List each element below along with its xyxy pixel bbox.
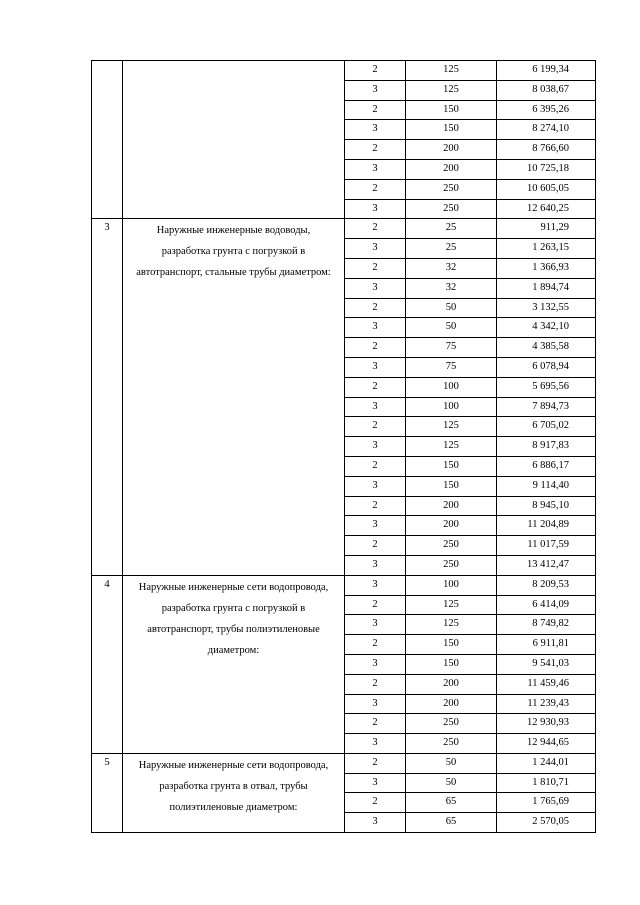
diameter-cell: 125 bbox=[406, 595, 497, 615]
category-cell: 3 bbox=[345, 654, 406, 674]
category-cell: 3 bbox=[345, 159, 406, 179]
diameter-cell: 32 bbox=[406, 258, 497, 278]
category-cell: 3 bbox=[345, 516, 406, 536]
category-cell: 2 bbox=[345, 258, 406, 278]
price-cell: 8 038,67 bbox=[497, 80, 596, 100]
diameter-cell: 250 bbox=[406, 199, 497, 219]
price-cell: 1 244,01 bbox=[497, 753, 596, 773]
category-cell: 3 bbox=[345, 773, 406, 793]
category-cell: 3 bbox=[345, 555, 406, 575]
diameter-cell: 75 bbox=[406, 338, 497, 358]
price-cell: 911,29 bbox=[497, 219, 596, 239]
diameter-cell: 125 bbox=[406, 61, 497, 81]
price-table bbox=[91, 60, 596, 833]
price-cell: 1 765,69 bbox=[497, 793, 596, 813]
category-cell: 2 bbox=[345, 753, 406, 773]
diameter-cell: 25 bbox=[406, 219, 497, 239]
diameter-cell: 150 bbox=[406, 635, 497, 655]
price-cell: 11 204,89 bbox=[497, 516, 596, 536]
diameter-cell: 100 bbox=[406, 397, 497, 417]
item-number-cell: 5 bbox=[92, 753, 123, 832]
diameter-cell: 50 bbox=[406, 318, 497, 338]
category-cell: 2 bbox=[345, 417, 406, 437]
diameter-cell: 250 bbox=[406, 734, 497, 754]
price-cell: 11 017,59 bbox=[497, 536, 596, 556]
diameter-cell: 100 bbox=[406, 377, 497, 397]
diameter-cell: 50 bbox=[406, 753, 497, 773]
diameter-cell: 65 bbox=[406, 813, 497, 833]
price-cell: 10 725,18 bbox=[497, 159, 596, 179]
price-cell: 8 917,83 bbox=[497, 437, 596, 457]
price-cell: 11 239,43 bbox=[497, 694, 596, 714]
item-description-cell: Наружные инженерные водоводы, разработка грунта с погрузкой в автотранспорт, стальные трубы диаметром: bbox=[123, 219, 345, 575]
table-row bbox=[92, 753, 596, 773]
item-number-cell: 4 bbox=[92, 575, 123, 753]
category-cell: 2 bbox=[345, 377, 406, 397]
diameter-cell: 65 bbox=[406, 793, 497, 813]
price-cell: 1 366,93 bbox=[497, 258, 596, 278]
diameter-cell: 200 bbox=[406, 516, 497, 536]
diameter-cell: 250 bbox=[406, 536, 497, 556]
diameter-cell: 32 bbox=[406, 278, 497, 298]
price-cell: 1 810,71 bbox=[497, 773, 596, 793]
category-cell: 2 bbox=[345, 140, 406, 160]
category-cell: 2 bbox=[345, 536, 406, 556]
diameter-cell: 250 bbox=[406, 714, 497, 734]
price-table-body bbox=[92, 61, 596, 833]
price-cell: 6 911,81 bbox=[497, 635, 596, 655]
category-cell: 2 bbox=[345, 219, 406, 239]
category-cell: 3 bbox=[345, 120, 406, 140]
category-cell: 2 bbox=[345, 674, 406, 694]
category-cell: 3 bbox=[345, 694, 406, 714]
price-cell: 8 749,82 bbox=[497, 615, 596, 635]
diameter-cell: 150 bbox=[406, 654, 497, 674]
category-cell: 2 bbox=[345, 61, 406, 81]
category-cell: 3 bbox=[345, 239, 406, 259]
price-cell: 8 766,60 bbox=[497, 140, 596, 160]
price-cell: 1 263,15 bbox=[497, 239, 596, 259]
category-cell: 2 bbox=[345, 298, 406, 318]
price-cell: 12 640,25 bbox=[497, 199, 596, 219]
price-cell: 4 342,10 bbox=[497, 318, 596, 338]
item-number-cell bbox=[92, 61, 123, 219]
category-cell: 2 bbox=[345, 179, 406, 199]
category-cell: 2 bbox=[345, 456, 406, 476]
category-cell: 3 bbox=[345, 199, 406, 219]
price-cell: 6 395,26 bbox=[497, 100, 596, 120]
category-cell: 3 bbox=[345, 615, 406, 635]
diameter-cell: 50 bbox=[406, 773, 497, 793]
price-cell: 9 114,40 bbox=[497, 476, 596, 496]
category-cell: 3 bbox=[345, 575, 406, 595]
price-cell: 8 209,53 bbox=[497, 575, 596, 595]
price-cell: 9 541,03 bbox=[497, 654, 596, 674]
diameter-cell: 125 bbox=[406, 615, 497, 635]
category-cell: 2 bbox=[345, 496, 406, 516]
price-cell: 6 886,17 bbox=[497, 456, 596, 476]
price-cell: 1 894,74 bbox=[497, 278, 596, 298]
price-cell: 2 570,05 bbox=[497, 813, 596, 833]
diameter-cell: 125 bbox=[406, 80, 497, 100]
diameter-cell: 100 bbox=[406, 575, 497, 595]
price-cell: 12 930,93 bbox=[497, 714, 596, 734]
diameter-cell: 125 bbox=[406, 417, 497, 437]
item-description-cell bbox=[123, 61, 345, 219]
category-cell: 2 bbox=[345, 714, 406, 734]
table-row bbox=[92, 575, 596, 595]
category-cell: 2 bbox=[345, 338, 406, 358]
diameter-cell: 200 bbox=[406, 674, 497, 694]
price-cell: 3 132,55 bbox=[497, 298, 596, 318]
price-cell: 6 078,94 bbox=[497, 357, 596, 377]
category-cell: 3 bbox=[345, 476, 406, 496]
category-cell: 2 bbox=[345, 635, 406, 655]
category-cell: 3 bbox=[345, 397, 406, 417]
category-cell: 3 bbox=[345, 437, 406, 457]
diameter-cell: 50 bbox=[406, 298, 497, 318]
category-cell: 2 bbox=[345, 793, 406, 813]
price-cell: 10 605,05 bbox=[497, 179, 596, 199]
price-cell: 4 385,58 bbox=[497, 338, 596, 358]
category-cell: 3 bbox=[345, 357, 406, 377]
diameter-cell: 200 bbox=[406, 159, 497, 179]
price-cell: 13 412,47 bbox=[497, 555, 596, 575]
diameter-cell: 75 bbox=[406, 357, 497, 377]
diameter-cell: 200 bbox=[406, 496, 497, 516]
price-cell: 6 705,02 bbox=[497, 417, 596, 437]
diameter-cell: 150 bbox=[406, 456, 497, 476]
item-number-cell: 3 bbox=[92, 219, 123, 575]
diameter-cell: 150 bbox=[406, 120, 497, 140]
category-cell: 2 bbox=[345, 595, 406, 615]
diameter-cell: 200 bbox=[406, 694, 497, 714]
category-cell: 2 bbox=[345, 100, 406, 120]
diameter-cell: 200 bbox=[406, 140, 497, 160]
category-cell: 3 bbox=[345, 318, 406, 338]
category-cell: 3 bbox=[345, 813, 406, 833]
price-cell: 8 274,10 bbox=[497, 120, 596, 140]
diameter-cell: 150 bbox=[406, 100, 497, 120]
diameter-cell: 125 bbox=[406, 437, 497, 457]
category-cell: 3 bbox=[345, 734, 406, 754]
table-row bbox=[92, 219, 596, 239]
category-cell: 3 bbox=[345, 80, 406, 100]
price-cell: 12 944,65 bbox=[497, 734, 596, 754]
diameter-cell: 150 bbox=[406, 476, 497, 496]
diameter-cell: 250 bbox=[406, 179, 497, 199]
table-row bbox=[92, 61, 596, 81]
item-description-cell: Наружные инженерные сети водопровода, разработка грунта в отвал, трубы полиэтиленовые диаметром: bbox=[123, 753, 345, 832]
category-cell: 3 bbox=[345, 278, 406, 298]
item-description-cell: Наружные инженерные сети водопровода, разработка грунта с погрузкой в автотранспорт, трубы полиэтиленовые диаметром: bbox=[123, 575, 345, 753]
price-cell: 8 945,10 bbox=[497, 496, 596, 516]
diameter-cell: 25 bbox=[406, 239, 497, 259]
price-cell: 6 199,34 bbox=[497, 61, 596, 81]
price-cell: 5 695,56 bbox=[497, 377, 596, 397]
diameter-cell: 250 bbox=[406, 555, 497, 575]
price-cell: 6 414,09 bbox=[497, 595, 596, 615]
price-cell: 11 459,46 bbox=[497, 674, 596, 694]
price-cell: 7 894,73 bbox=[497, 397, 596, 417]
